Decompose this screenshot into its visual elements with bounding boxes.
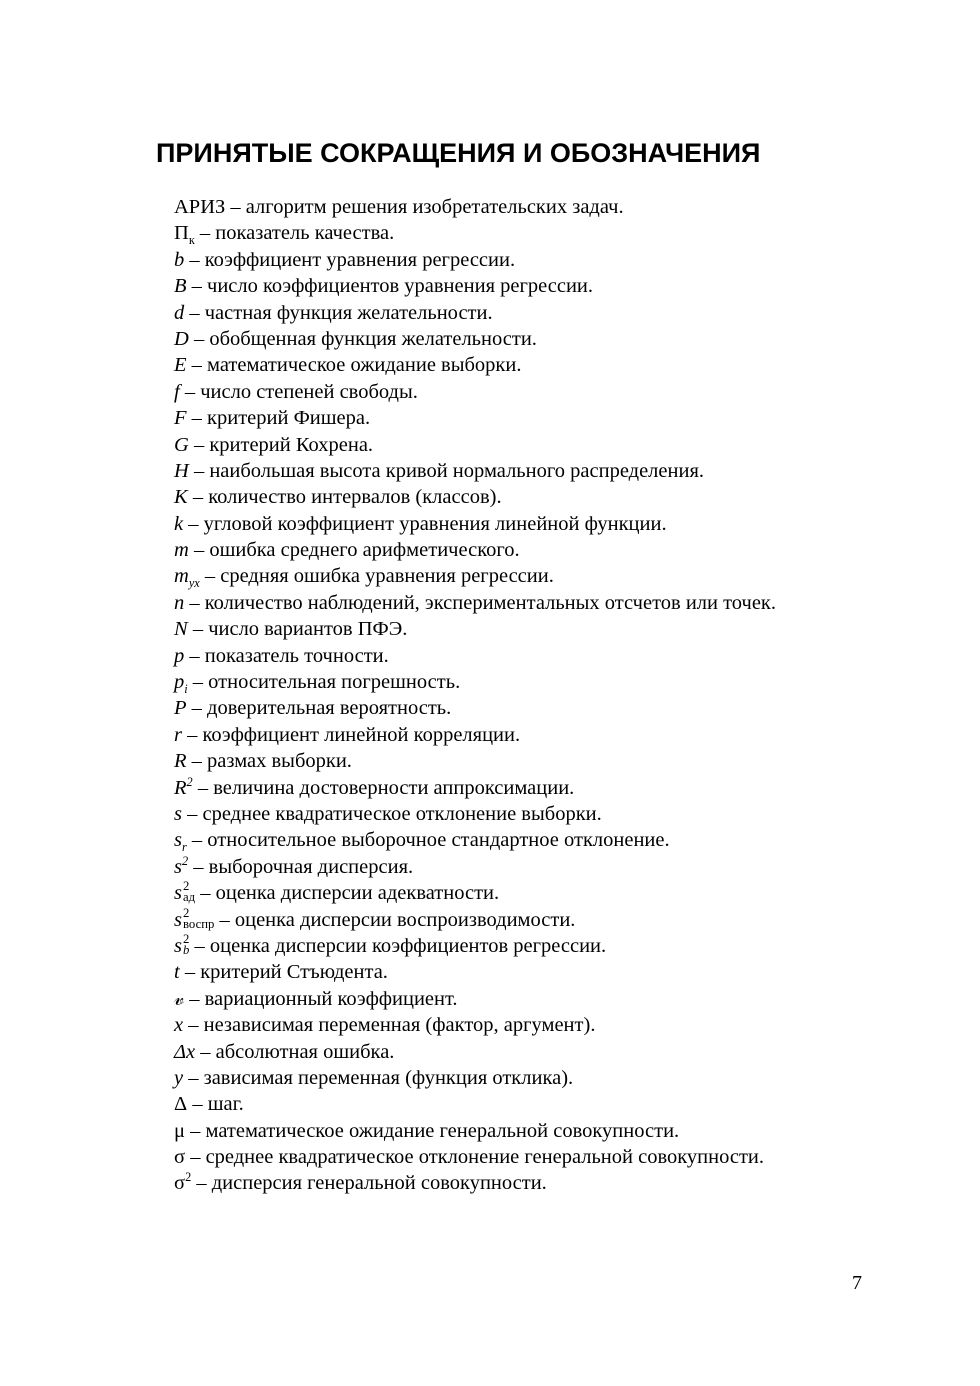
entry-description: – количество наблюдений, экспериментальных отсчетов или точек. (184, 591, 777, 614)
entry-description: – ошибка среднего арифметического. (188, 539, 520, 562)
abbreviation-entry (174, 722, 776, 748)
entry-symbol (174, 643, 184, 669)
entry-symbol (174, 590, 184, 616)
abbreviation-entry (174, 748, 776, 774)
entry-description: – коэффициент линейной корреляции. (181, 723, 521, 746)
abbreviation-entry (174, 1118, 776, 1144)
abbreviation-entry (174, 405, 776, 431)
symbol-base: m (174, 565, 189, 588)
abbreviation-entry (174, 379, 776, 405)
symbol-base: B (174, 275, 187, 298)
entry-symbol (174, 458, 189, 484)
entry-symbol (174, 669, 188, 695)
symbol-base: r (174, 723, 182, 746)
symbol-base: АРИЗ (174, 196, 226, 218)
symbol-subscript: воспр (182, 916, 215, 931)
entry-description: – критерий Фишера. (186, 407, 371, 430)
symbol-base: f (174, 380, 180, 403)
entry-symbol (174, 247, 184, 273)
abbreviation-entry (174, 643, 776, 669)
entry-description: – оценка дисперсии коэффициентов регрессии. (189, 934, 607, 957)
entry-description: – дисперсия генеральной совокупности. (191, 1172, 547, 1195)
symbol-superscript: 2 (185, 1170, 192, 1185)
abbreviation-entry (174, 220, 776, 246)
entry-symbol (174, 1144, 185, 1170)
entry-description: – число вариантов ПФЭ. (187, 618, 408, 641)
symbol-base: E (174, 354, 187, 377)
entry-symbol (174, 300, 184, 326)
symbol-subscript: ад (182, 890, 196, 905)
abbreviation-entry (174, 1170, 776, 1196)
entry-description: – число степеней свободы. (179, 380, 418, 403)
entry-description: – относительная погрешность. (187, 671, 461, 694)
entry-description: – коэффициент уравнения регрессии. (184, 248, 516, 271)
entry-description: – число коэффициентов уравнения регрессии. (186, 275, 594, 298)
entry-description: – критерий Стъюдента. (179, 961, 388, 984)
symbol-base: Δ (174, 1093, 188, 1116)
abbreviation-entry (174, 1144, 776, 1170)
symbol-superscript: 2 (182, 932, 190, 947)
symbol-base: s (174, 855, 182, 878)
entry-description: – угловой коэффициент уравнения линейной функции. (183, 512, 667, 535)
symbol-base: p (174, 644, 185, 667)
entry-symbol (174, 194, 225, 220)
entry-symbol (174, 986, 184, 1012)
entry-symbol (174, 933, 189, 959)
symbol-base: n (174, 591, 185, 614)
symbol-base: F (174, 407, 187, 430)
entry-symbol (174, 1091, 187, 1117)
abbreviation-entry (174, 537, 776, 563)
symbol-superscript: 2 (182, 879, 190, 894)
symbol-base: b (174, 248, 185, 271)
entry-symbol (174, 1118, 185, 1144)
abbreviation-entry (174, 880, 776, 906)
entry-symbol (174, 273, 187, 299)
entry-symbol (174, 1065, 183, 1091)
symbol-base: Δx (174, 1040, 196, 1063)
abbreviation-entry (174, 352, 776, 378)
entry-symbol (174, 537, 189, 563)
symbol-base: s (174, 829, 182, 852)
symbol-base: N (174, 618, 188, 641)
symbol-base: μ (174, 1119, 185, 1142)
page-number: 7 (852, 1272, 862, 1294)
entry-description: – среднее квадратическое отклонение выборки. (181, 802, 602, 825)
entry-description: – алгоритм решения изобретательских задач. (225, 196, 624, 218)
abbreviation-entry (174, 300, 776, 326)
entry-symbol (174, 1170, 191, 1196)
entry-symbol (174, 616, 188, 642)
entry-description: – средняя ошибка уравнения регрессии. (199, 565, 554, 588)
symbol-superscript: 2 (186, 774, 193, 789)
symbol-base: s (174, 908, 182, 931)
entry-symbol (174, 801, 182, 827)
symbol-subscript: yx (188, 576, 200, 591)
abbreviation-entry (174, 432, 776, 458)
entry-description: – независимая переменная (фактор, аргумент). (183, 1014, 596, 1037)
entry-description: – частная функция желательности. (184, 301, 493, 324)
entry-description: – оценка дисперсии адекватности. (195, 882, 500, 905)
entry-symbol (174, 352, 187, 378)
entry-description: – обобщенная функция желательности. (188, 327, 537, 350)
abbreviation-entry (174, 801, 776, 827)
entry-symbol (174, 563, 200, 589)
symbol-base: k (174, 512, 184, 535)
abbreviation-entry (174, 695, 776, 721)
symbol-index-stack (182, 905, 215, 931)
symbol-base: 𝓋 (174, 987, 185, 1010)
entry-description: – показатель качества. (194, 222, 395, 245)
entry-symbol (174, 748, 187, 774)
abbreviation-entry (174, 669, 776, 695)
symbol-superscript: 2 (182, 905, 190, 920)
abbreviation-entry (174, 775, 776, 801)
symbol-base: t (174, 961, 180, 984)
abbreviation-entry (174, 511, 776, 537)
symbol-base: П (174, 222, 189, 245)
symbol-subscript: b (182, 943, 190, 958)
symbol-base: s (174, 882, 182, 905)
symbol-base: y (174, 1066, 184, 1089)
symbol-base: p (174, 671, 185, 694)
abbreviation-entry (174, 1012, 776, 1038)
abbreviation-entry (174, 1039, 776, 1065)
abbreviation-entry (174, 247, 776, 273)
entry-description: – относительное выборочное стандартное отклонение. (186, 829, 670, 852)
symbol-subscript: i (184, 682, 188, 697)
entry-description: – величина достоверности аппроксимации. (192, 776, 575, 799)
entry-description: – оценка дисперсии воспроизводимости. (214, 908, 576, 931)
symbol-base: σ (174, 1172, 186, 1195)
symbol-base: P (174, 697, 187, 720)
abbreviation-entry (174, 1091, 776, 1117)
entry-description: – шаг. (187, 1093, 244, 1116)
entry-description: – зависимая переменная (функция отклика). (183, 1066, 574, 1089)
entry-description: – показатель точности. (184, 644, 389, 667)
symbol-base: R (174, 750, 187, 773)
abbreviation-entry (174, 827, 776, 853)
abbreviation-entry (174, 959, 776, 985)
symbol-index-stack (183, 881, 195, 903)
entry-symbol (174, 775, 193, 801)
symbol-index-stack (183, 934, 189, 956)
entry-description: – количество интервалов (классов). (187, 486, 502, 509)
entry-description: – вариационный коэффициент. (184, 987, 458, 1010)
abbreviation-entry (174, 563, 776, 589)
symbol-base: s (174, 802, 182, 825)
entry-symbol (174, 827, 187, 853)
entry-symbol (174, 326, 189, 352)
abbreviation-entry (174, 854, 776, 880)
entry-symbol (174, 1012, 183, 1038)
page-title: ПРИНЯТЫЕ СОКРАЩЕНИЯ И ОБОЗНАЧЕНИЯ (156, 138, 761, 168)
entry-symbol (174, 695, 187, 721)
abbreviation-entry (174, 616, 776, 642)
entry-symbol (174, 220, 195, 246)
symbol-base: H (174, 459, 189, 482)
abbreviation-entry (174, 933, 776, 959)
entry-description: – критерий Кохрена. (188, 433, 374, 456)
abbreviation-entry (174, 484, 776, 510)
symbol-subscript: к (188, 233, 195, 248)
entry-symbol (174, 511, 183, 537)
entry-description: – размах выборки. (186, 750, 352, 773)
symbol-base: d (174, 301, 185, 324)
symbol-subscript: r (181, 840, 187, 855)
abbreviation-entry (174, 326, 776, 352)
entry-symbol (174, 854, 188, 880)
abbreviation-entry (174, 986, 776, 1012)
entry-symbol (174, 484, 188, 510)
symbol-base: R (174, 776, 187, 799)
abbreviation-entry (174, 458, 776, 484)
entry-symbol (174, 1039, 195, 1065)
symbol-base: m (174, 539, 189, 562)
entry-symbol (174, 880, 195, 906)
abbreviation-entry (174, 1065, 776, 1091)
symbol-base: s (174, 934, 182, 957)
symbol-base: x (174, 1014, 184, 1037)
entry-description: – абсолютная ошибка. (195, 1040, 395, 1063)
abbreviation-entry (174, 907, 776, 933)
entry-symbol (174, 907, 214, 933)
abbreviation-entry (174, 273, 776, 299)
entry-description: – наибольшая высота кривой нормального распределения. (188, 459, 705, 482)
symbol-base: G (174, 433, 189, 456)
entry-description: – математическое ожидание генеральной совокупности. (185, 1119, 680, 1142)
abbreviation-entry (174, 590, 776, 616)
entry-symbol (174, 432, 189, 458)
symbol-base: K (174, 486, 188, 509)
abbreviation-list (174, 194, 776, 1197)
entry-description: – выборочная дисперсия. (188, 855, 414, 878)
symbol-superscript: 2 (181, 853, 189, 868)
entry-symbol (174, 722, 182, 748)
abbreviation-entry (174, 194, 776, 220)
entry-description: – доверительная вероятность. (186, 697, 452, 720)
entry-description: – среднее квадратическое отклонение генеральной совокупности. (185, 1146, 765, 1169)
symbol-base: σ (174, 1146, 186, 1169)
entry-symbol (174, 405, 187, 431)
entry-description: – математическое ожидание выборки. (186, 354, 522, 377)
symbol-base: D (174, 327, 189, 350)
